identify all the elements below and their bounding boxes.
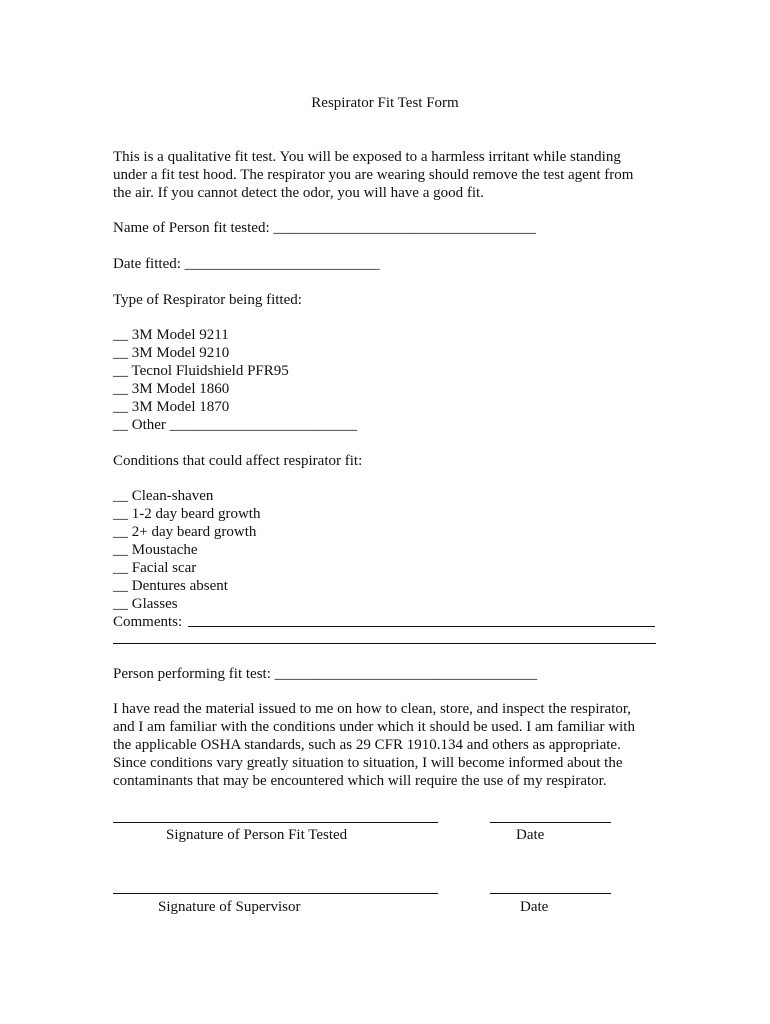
condition-1-2-day-beard[interactable]: __ 1-2 day beard growth [113, 506, 261, 522]
respirator-option-9210[interactable]: __ 3M Model 9210 [113, 345, 230, 361]
ack-line: I have read the material issued to me on how to clean, store, and inspect the respirator, [113, 701, 631, 717]
name-field[interactable]: Name of Person fit tested: ___________________________________ [113, 220, 536, 236]
date-label-2: Date [520, 899, 549, 915]
form-title: Respirator Fit Test Form [311, 95, 459, 111]
condition-clean-shaven[interactable]: __ Clean-shaven [113, 488, 214, 504]
date-line-1[interactable] [490, 822, 611, 823]
acknowledgement-paragraph [113, 700, 658, 790]
signature-person-label: Signature of Person Fit Tested [166, 827, 348, 843]
date-fitted-field[interactable]: Date fitted: __________________________ [113, 256, 380, 272]
condition-dentures-absent[interactable]: __ Dentures absent [113, 578, 228, 594]
ack-line: Since conditions vary greatly situation to situation, I will become informed about the [113, 755, 623, 771]
signature-supervisor-line[interactable] [113, 893, 438, 894]
comments-label: Comments: [113, 614, 186, 630]
date-label-1: Date [516, 827, 545, 843]
condition-facial-scar[interactable]: __ Facial scar [113, 560, 197, 576]
condition-glasses[interactable]: __ Glasses [113, 596, 178, 612]
respirator-option-pfr95[interactable]: __ Tecnol Fluidshield PFR95 [113, 363, 289, 379]
condition-moustache[interactable]: __ Moustache [113, 542, 198, 558]
condition-2plus-day-beard[interactable]: __ 2+ day beard growth [113, 524, 257, 540]
intro-line: the air. If you cannot detect the odor, you will have a good fit. [113, 185, 484, 201]
conditions-heading: Conditions that could affect respirator fit: [113, 453, 363, 469]
respirator-option-1860[interactable]: __ 3M Model 1860 [113, 381, 230, 397]
signature-person-line[interactable] [113, 822, 438, 823]
ack-line: contaminants that may be encountered which will require the use of my respirator. [113, 773, 607, 789]
respirator-option-1870[interactable]: __ 3M Model 1870 [113, 399, 230, 415]
ack-line: the applicable OSHA standards, such as 29 CFR 1910.134 and others as appropriate. [113, 737, 621, 753]
respirator-type-heading: Type of Respirator being fitted: [113, 292, 302, 308]
comments-line-1[interactable] [188, 626, 655, 627]
intro-paragraph [113, 148, 653, 202]
date-line-2[interactable] [490, 893, 611, 894]
tester-field[interactable]: Person performing fit test: ___________________________________ [113, 666, 538, 682]
signature-supervisor-label: Signature of Supervisor [158, 899, 301, 915]
respirator-option-other[interactable]: __ Other _________________________ [113, 417, 358, 433]
respirator-option-9211[interactable]: __ 3M Model 9211 [113, 327, 229, 343]
intro-line: under a fit test hood. The respirator you are wearing should remove the test agent from [113, 167, 634, 183]
intro-line: This is a qualitative fit test. You will be exposed to a harmless irritant while standing [113, 149, 621, 165]
ack-line: and I am familiar with the conditions under which it should be used. I am familiar with [113, 719, 635, 735]
comments-line-2[interactable] [113, 643, 656, 644]
